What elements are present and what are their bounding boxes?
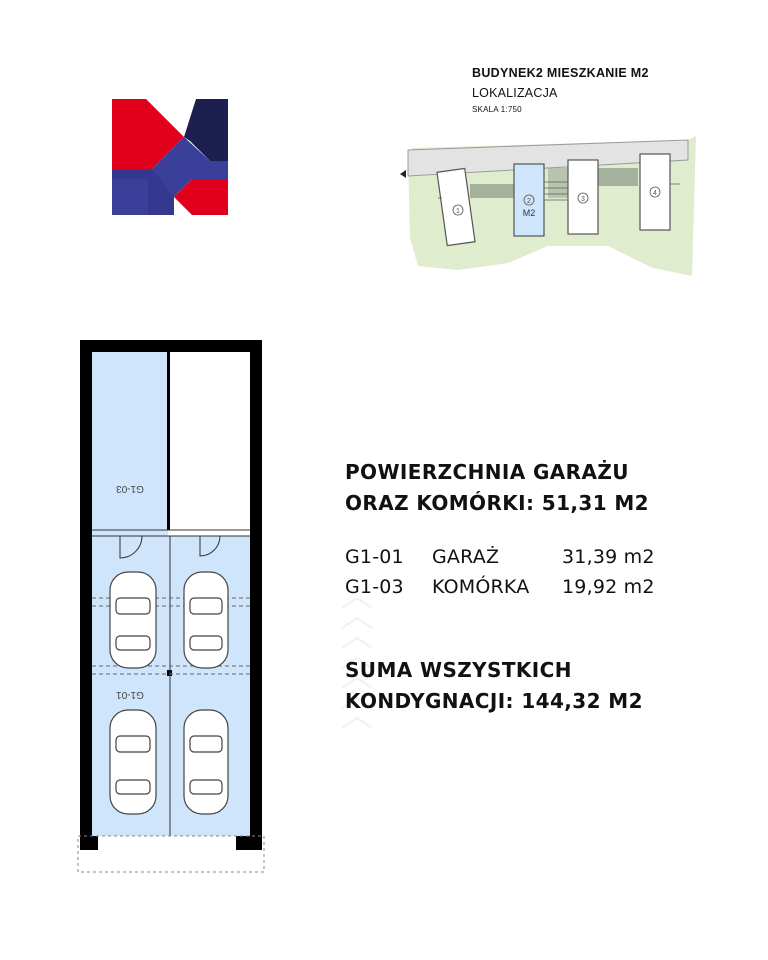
summary-line1: SUMA WSZYSTKICH <box>345 658 572 682</box>
summary-line2: KONDYGNACJI: 144,32 M2 <box>345 689 643 713</box>
room-code: G1-03 <box>345 576 404 598</box>
site-plan <box>398 128 698 278</box>
room-area: 31,39 m2 <box>562 546 655 568</box>
plan-label-garage: G1-01 <box>116 689 144 700</box>
logo-blue-bottom-left <box>112 179 148 215</box>
svg-text:4: 4 <box>653 190 657 197</box>
location-scale: SKALA 1:750 <box>472 105 522 114</box>
storage-room-area <box>92 352 168 536</box>
svg-text:3: 3 <box>581 196 585 203</box>
car-icon <box>184 572 228 668</box>
site-entry-arrow <box>400 170 406 178</box>
site-building-3 <box>568 160 598 234</box>
room-code: G1-01 <box>345 546 404 568</box>
car-icon <box>110 710 156 814</box>
company-logo <box>112 99 230 217</box>
svg-text:1: 1 <box>456 208 460 215</box>
room-name: GARAŻ <box>432 546 500 568</box>
site-building-4 <box>640 154 670 230</box>
room-area: 19,92 m2 <box>562 576 655 598</box>
location-title: BUDYNEK2 MIESZKANIE M2 <box>472 66 649 80</box>
neighbour-room <box>170 352 250 530</box>
car-icon <box>184 710 228 814</box>
car-icon <box>110 572 156 668</box>
site-building-2-highlighted <box>514 164 544 236</box>
plan-label-storage: G1-03 <box>116 483 144 494</box>
area-title-line2: ORAZ KOMÓRKI: 51,31 M2 <box>345 491 649 515</box>
svg-text:M2: M2 <box>522 208 536 218</box>
garage-floor-plan <box>76 336 268 876</box>
room-name: KOMÓRKA <box>432 576 530 598</box>
location-subtitle: LOKALIZACJA <box>472 86 558 100</box>
svg-text:2: 2 <box>527 198 531 205</box>
area-title-line1: POWIERZCHNIA GARAŻU <box>345 460 629 484</box>
